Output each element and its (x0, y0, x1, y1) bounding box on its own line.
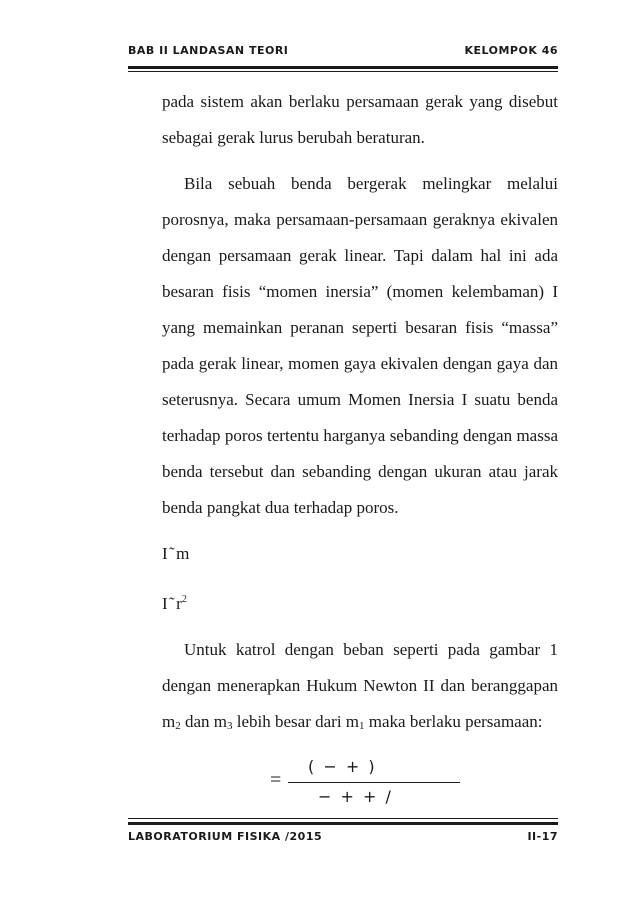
subscript-m2: 2 (175, 720, 181, 732)
paragraph-3-part-d: maka berlaku persamaan: (364, 712, 543, 731)
proportion-radius-exponent: 2 (181, 594, 187, 605)
subscript-m3: 3 (227, 720, 233, 732)
header-rule-thick (128, 66, 558, 69)
footer-rule-thick (128, 822, 558, 825)
paragraph-2: Bila sebuah benda bergerak melingkar melalui porosnya, maka persamaan-persamaan geraknya ekivalen dengan persamaan gerak linear. Tapi dalam hal ini ada besaran fisis “momen inersia” (momen kelembaman) I yang memainkan peranan seperti besaran fisis “massa” pada gerak linear, momen gaya ekivalen dengan gaya dan seterusnya. Secara umum Momen Inersia I suatu benda terhadap poros tertentu harganya sebanding dengan massa benda tersebut dan sebanding dengan ukuran atau jarak benda pangkat dua terhadap poros. (162, 174, 558, 517)
header-chapter: BAB II LANDASAN TEORI (128, 44, 289, 57)
subscript-m1: 1 (359, 720, 365, 732)
formula-numerator: ( − + ) (308, 757, 377, 776)
paragraph-3 (162, 632, 558, 744)
page-header (128, 44, 558, 64)
header-group: KELOMPOK 46 (464, 44, 558, 57)
formula-fraction-bar (288, 782, 460, 783)
paragraph-3-part-c: lebih besar dari m (232, 712, 360, 731)
footer-page-number: II-17 (527, 830, 558, 843)
paragraph-1: pada sistem akan berlaku persamaan gerak yang disebut sebagai gerak lurus berubah beraturan. (162, 92, 558, 147)
footer-lab: LABORATORIUM FISIKA /2015 (128, 830, 323, 843)
header-rule-thin (128, 71, 558, 72)
proportion-radius (162, 582, 558, 622)
paragraph-3-part-a: Untuk katrol dengan beban seperti pada gambar 1 dengan menerapkan Hukum Newton II dan beranggapan m (162, 640, 558, 731)
page-footer (128, 830, 558, 850)
page-body (162, 84, 558, 744)
footer-rule-thin (128, 818, 558, 819)
proportion-mass: I ͂ m (162, 544, 190, 563)
acceleration-formula (270, 757, 470, 807)
paragraph-3-part-b: dan m (180, 712, 228, 731)
proportion-radius-base: I ͂ r (162, 594, 182, 613)
formula-denominator: − + + / (318, 787, 393, 806)
formula-equals: = (270, 769, 282, 791)
